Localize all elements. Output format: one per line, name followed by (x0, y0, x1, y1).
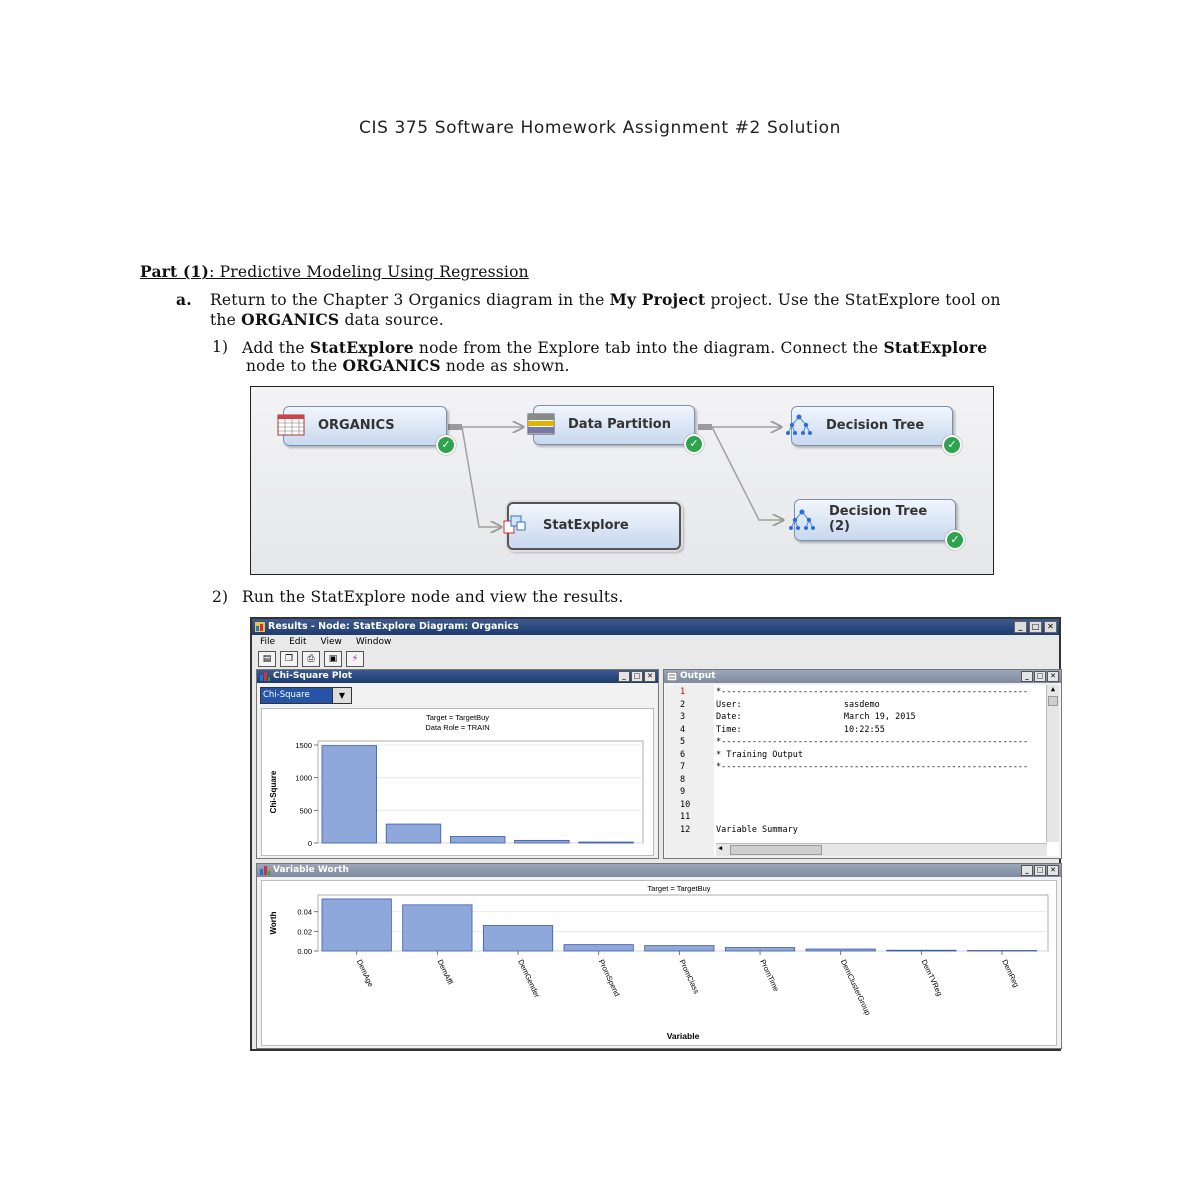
output-line: Variable Summary (716, 824, 798, 835)
check-icon: ✓ (942, 435, 962, 455)
item-a-line1-post: project. Use the StatExplore tool on (705, 291, 1001, 309)
organics-output-port (448, 424, 462, 430)
document-title: CIS 375 Software Homework Assignment #2 Solution (358, 118, 842, 138)
node-decision-tree-label: Decision Tree (826, 418, 925, 433)
node-data-partition[interactable] (533, 405, 699, 450)
x-axis-label: Variable (666, 1031, 700, 1041)
variable-worth-panel (256, 863, 1062, 1049)
menu-bar (252, 635, 1059, 649)
chart-icon (260, 866, 270, 875)
line-number: 1 (680, 687, 686, 697)
close-button[interactable]: ✕ (1044, 621, 1057, 633)
output-line: Time: 10:22:55 (716, 724, 885, 735)
output-line: * Training Output (716, 749, 803, 760)
decision-tree-icon (787, 508, 817, 532)
line-number: 9 (680, 787, 686, 797)
panel-controls (618, 671, 656, 682)
menu-window[interactable]: Window (355, 637, 392, 647)
x-tick-label: DemClusterGroup (838, 958, 873, 1017)
minimize-button[interactable]: _ (1021, 671, 1033, 682)
close-button[interactable]: ✕ (1047, 865, 1059, 876)
chi-square-bar (322, 746, 377, 843)
item-a-line1-pre: Return to the Chapter 3 Organics diagram in the (210, 291, 610, 309)
scroll-left-icon[interactable]: ◀ (718, 844, 723, 852)
line-number: 5 (680, 737, 686, 747)
variable-worth-bar (322, 899, 391, 951)
chi-square-bar (386, 824, 441, 843)
partition-icon (526, 412, 556, 436)
scroll-thumb[interactable] (1048, 696, 1058, 706)
node-decision-tree-2[interactable] (794, 499, 960, 546)
chi-square-bar (579, 842, 634, 843)
variable-worth-bar (483, 925, 552, 951)
variable-worth-bar (645, 946, 714, 951)
output-line: *------------------------------------------------------------ (716, 762, 1029, 772)
y-tick-label: 0.00 (297, 947, 312, 956)
variable-worth-panel-title (257, 864, 1061, 877)
item-a-line1 (210, 290, 1001, 310)
item-a-line2 (210, 310, 444, 330)
node-statexplore[interactable] (507, 502, 681, 550)
line-number: 10 (680, 799, 691, 810)
y-tick-label: 1500 (295, 741, 312, 750)
horizontal-scrollbar[interactable] (716, 843, 1047, 856)
statistic-select[interactable] (260, 687, 352, 704)
run-icon[interactable]: ⚡ (346, 651, 364, 667)
minimize-button[interactable]: _ (1021, 865, 1033, 876)
output-icon (667, 672, 677, 681)
y-tick-label: 0.02 (297, 927, 312, 937)
results-titlebar (252, 619, 1059, 635)
output-line: User: sasdemo (716, 699, 880, 710)
variable-worth-chart (261, 880, 1057, 1046)
check-icon: ✓ (945, 530, 965, 550)
window-controls (1014, 621, 1057, 633)
toolbar (258, 651, 364, 667)
chi-square-panel (256, 669, 659, 859)
x-tick-label: PromClass (677, 958, 702, 996)
x-tick-label: PromSpend (596, 958, 622, 998)
x-tick-label: DemReg (1000, 958, 1021, 989)
y-axis-label: Chi-Square (269, 770, 278, 814)
new-icon[interactable]: ▤ (258, 651, 276, 667)
minimize-button[interactable]: _ (618, 671, 630, 682)
line-number: 2 (680, 699, 686, 710)
variable-worth-bar (564, 945, 633, 951)
chi-square-bar (515, 840, 570, 843)
node-decision-tree[interactable] (791, 406, 957, 451)
statexplore-icon (501, 513, 531, 537)
menu-edit[interactable]: Edit (289, 637, 307, 647)
step2-number: 2) (212, 588, 229, 606)
x-tick-label: DemAge (354, 958, 376, 989)
maximize-button[interactable]: □ (631, 671, 643, 682)
window-icon[interactable]: ▣ (324, 651, 342, 667)
x-tick-label: DemGender (516, 958, 542, 999)
scroll-thumb[interactable] (730, 845, 822, 855)
line-number-gutter (666, 685, 714, 856)
step1-line1-pre: Add the (242, 339, 310, 357)
chi-square-title-text: Chi-Square Plot (273, 671, 353, 681)
chart-subtitle: Data Role = TRAIN (425, 723, 490, 732)
x-tick-label: DemAffl (435, 958, 455, 986)
scroll-up-icon[interactable]: ▲ (1050, 685, 1056, 693)
variable-worth-title-text: Variable Worth (273, 865, 349, 875)
step1-line1 (242, 338, 987, 358)
y-tick-label: 1000 (295, 773, 312, 783)
output-text-area[interactable] (666, 685, 1059, 856)
decision-tree-icon (784, 413, 814, 437)
part-heading (140, 262, 529, 282)
x-tick-label: DemTVReg (919, 958, 945, 998)
step1-line2 (246, 356, 570, 376)
statistic-select-value: Chi-Square (261, 688, 333, 703)
node-decision-tree-2-line1: Decision Tree (829, 504, 928, 519)
line-number: 3 (680, 712, 686, 722)
data-source-icon (276, 413, 306, 437)
part-heading-bold: Part (1) (140, 262, 210, 281)
item-a-label (176, 290, 192, 310)
node-data-partition-label: Data Partition (568, 417, 671, 432)
y-tick-label: 0 (307, 839, 312, 848)
step1-line2-pre: node to the (246, 357, 343, 375)
output-panel (663, 669, 1062, 859)
item-a-line1-bold: My Project (609, 290, 706, 309)
close-button[interactable]: ✕ (644, 671, 656, 682)
step1-line1-bold2: StatExplore (883, 338, 988, 357)
results-window-title: Results - Node: StatExplore Diagram: Organics (268, 621, 519, 632)
step1-line2-post: node as shown. (440, 357, 570, 375)
y-tick-label: 500 (299, 806, 312, 816)
line-number: 11 (680, 812, 691, 822)
variable-worth-bar (806, 949, 875, 951)
line-number: 6 (680, 749, 686, 760)
menu-view[interactable]: View (320, 637, 342, 647)
panel-controls (1021, 865, 1059, 876)
step1-line1-mid: node from the Explore tab into the diagram. Connect the (413, 339, 884, 357)
chi-square-panel-title (257, 670, 658, 683)
copy-icon[interactable]: ❐ (280, 651, 298, 667)
output-title-text: Output (680, 671, 716, 681)
item-a-line2-bold: ORGANICS (241, 310, 340, 329)
item-a-line2-post: data source. (339, 311, 444, 329)
y-tick-label: 0.04 (297, 907, 312, 917)
check-icon: ✓ (684, 434, 704, 454)
output-panel-title (664, 670, 1061, 683)
results-window (250, 617, 1061, 1051)
output-line: *------------------------------------------------------------ (716, 737, 1029, 747)
node-organics[interactable] (283, 406, 451, 451)
vertical-scrollbar[interactable] (1046, 685, 1059, 842)
close-button[interactable]: ✕ (1047, 671, 1059, 682)
variable-worth-bar (887, 950, 956, 951)
variable-worth-bar (725, 948, 794, 951)
maximize-button[interactable]: □ (1029, 621, 1042, 633)
chevron-down-icon[interactable]: ▼ (332, 688, 351, 703)
node-statexplore-label: StatExplore (543, 518, 629, 533)
y-axis-label: Worth (269, 911, 278, 935)
connector-organics-statexplore (462, 427, 501, 527)
line-number: 4 (680, 724, 686, 735)
print-icon[interactable]: ⎙ (302, 651, 320, 667)
node-organics-label: ORGANICS (318, 418, 395, 433)
connector-partition-tree2 (712, 427, 783, 520)
line-number: 12 (680, 824, 691, 835)
part-heading-rest: : Predictive Modeling Using Regression (209, 263, 529, 281)
variable-worth-bar (403, 905, 472, 951)
maximize-button[interactable]: □ (1034, 671, 1046, 682)
item-a-marker: a. (176, 290, 192, 309)
chart-title: Target = TargetBuy (425, 713, 490, 722)
chart-title: Target = TargetBuy (647, 884, 711, 893)
node-decision-tree-2-line2: (2) (829, 519, 850, 534)
minimize-button[interactable]: _ (1014, 621, 1027, 633)
chart-icon (260, 672, 270, 681)
check-icon: ✓ (436, 435, 456, 455)
line-number: 8 (680, 774, 686, 785)
output-line: *------------------------------------------------------------ (716, 687, 1029, 697)
step1-number: 1) (212, 338, 229, 356)
menu-file[interactable]: File (260, 637, 276, 647)
partition-output-port (698, 424, 712, 430)
output-line: Date: March 19, 2015 (716, 712, 916, 722)
maximize-button[interactable]: □ (1034, 865, 1046, 876)
item-a-line2-pre: the (210, 311, 242, 329)
process-flow-diagram (250, 386, 994, 575)
panel-controls (1021, 671, 1059, 682)
line-number: 7 (680, 762, 686, 772)
chi-square-chart (261, 708, 654, 856)
step1-line2-bold: ORGANICS (342, 356, 441, 375)
x-tick-label: PromTime (758, 958, 781, 993)
step1-line1-bold1: StatExplore (309, 338, 414, 357)
step2-text: Run the StatExplore node and view the results. (242, 588, 624, 606)
chi-square-bar (450, 836, 505, 843)
results-window-icon (255, 622, 265, 632)
node-decision-tree-2-label (829, 504, 927, 534)
